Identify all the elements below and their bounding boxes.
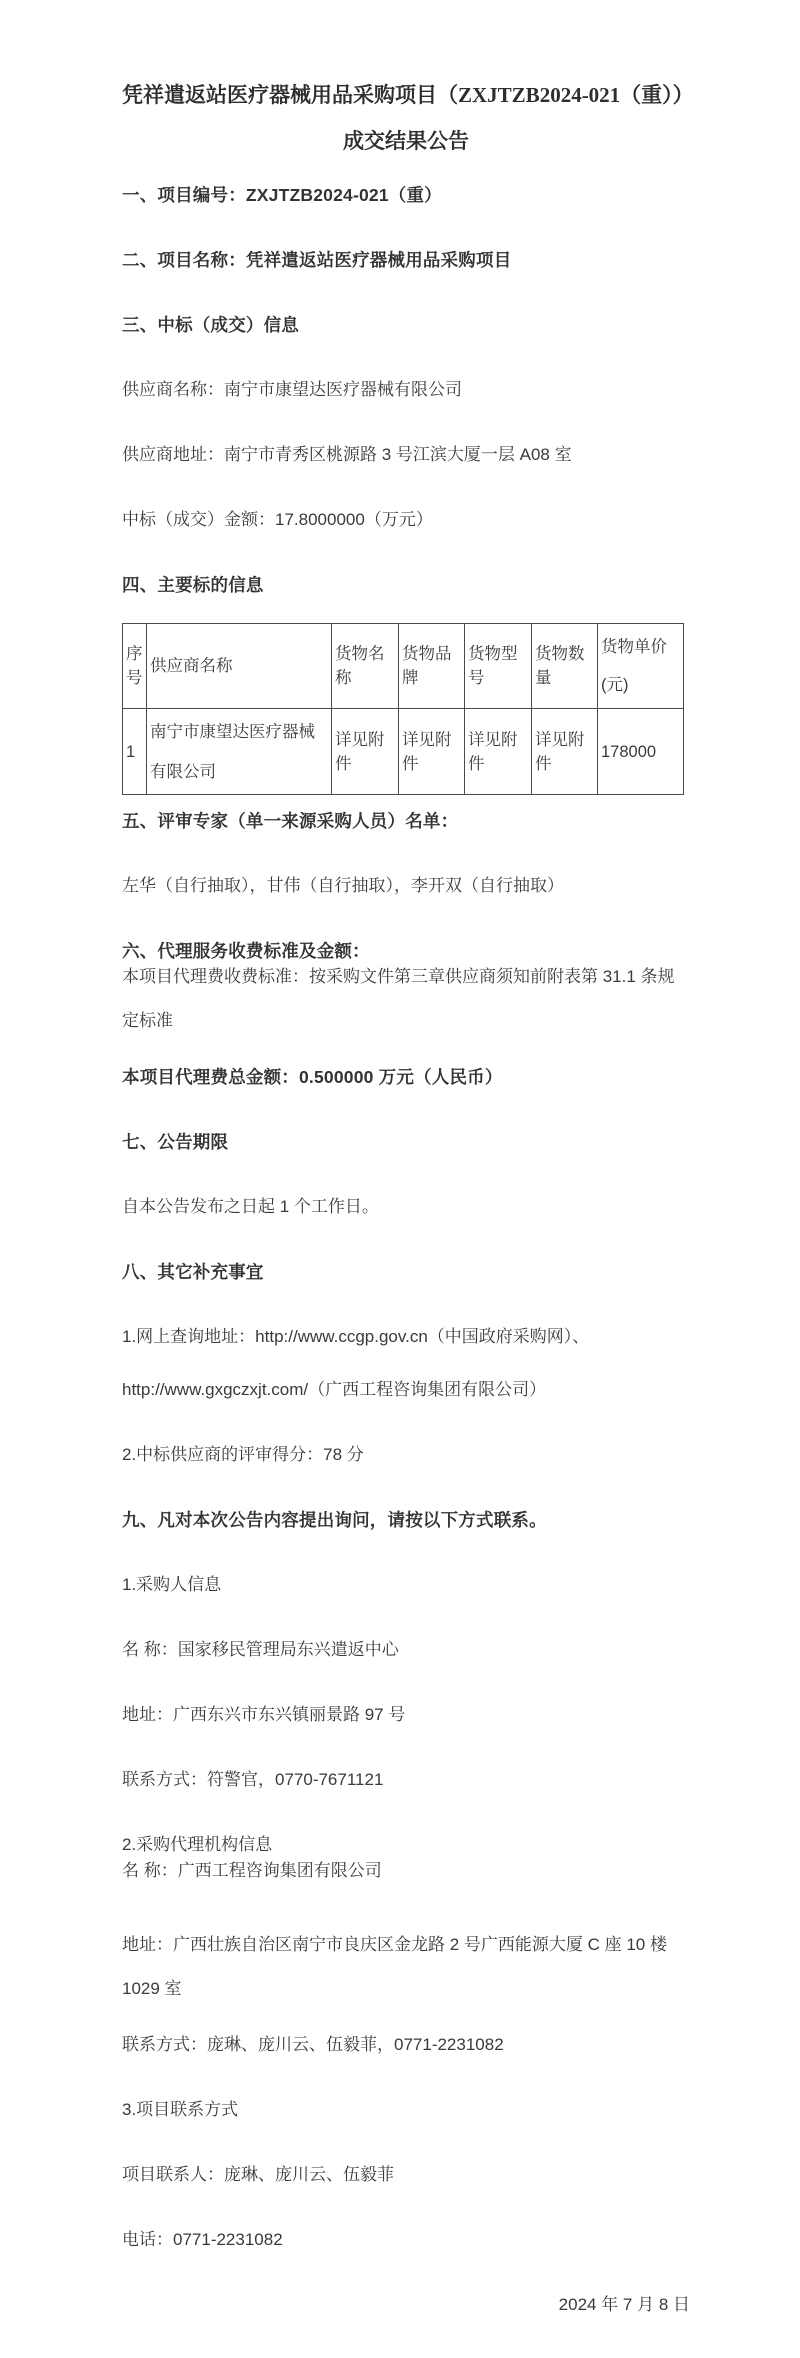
table-header-row: [123, 624, 684, 709]
agency-fee-standard-line: 本项目代理费收费标准：按采购文件第三章供应商须知前附表第 31.1 条规定标准: [122, 967, 675, 1030]
table-header-goods-name: 货物名称: [332, 624, 399, 709]
table-cell-goods-brand: 详见附件: [399, 709, 465, 795]
project-contact-person-line: 项目联系人：庞琳、庞川云、伍毅菲: [122, 2165, 394, 2184]
section-heading-supplement: 八、其它补充事宜: [122, 1262, 264, 1282]
table-cell-goods-qty: 详见附件: [532, 709, 598, 795]
purchaser-name-line: 名 称：国家移民管理局东兴遣返中心: [122, 1640, 399, 1659]
experts-names-line: 左华（自行抽取），甘伟（自行抽取），李开双（自行抽取）: [122, 876, 564, 895]
table-header-goods-brand: 货物品牌: [399, 624, 465, 709]
table-header-goods-model: 货物型号: [465, 624, 532, 709]
notice-period-content-line: 自本公告发布之日起 1 个工作日。: [122, 1197, 379, 1216]
review-score-line: 2.中标供应商的评审得分：78 分: [122, 1445, 364, 1464]
section-heading-project-name: 二、项目名称：凭祥遣返站医疗器械用品采购项目: [122, 250, 512, 270]
section-heading-notice-period: 七、公告期限: [122, 1132, 229, 1152]
table-row: [123, 709, 684, 795]
section-heading-experts: 五、评审专家（单一来源采购人员）名单：: [122, 811, 459, 831]
section-heading-main-subject: 四、主要标的信息: [122, 575, 264, 595]
supplier-address-line: 供应商地址：南宁市青秀区桃源路 3 号江滨大厦一层 A08 室: [122, 445, 572, 464]
doc-title-line1: 凭祥遣返站医疗器械用品采购项目（ZXJTZB2024-021（重））: [122, 83, 694, 107]
agency-fee-total-line: 本项目代理费总金额：0.500000 万元（人民币）: [122, 1067, 503, 1087]
query-url-line-2: http://www.gxgczxjt.com/（广西工程咨询集团有限公司）: [122, 1380, 547, 1399]
purchaser-contact-line: 联系方式：符警官，0770-7671121: [122, 1770, 384, 1789]
announcement-date: 2024 年 7 月 8 日: [558, 2295, 690, 2314]
purchaser-address-line: 地址：广西东兴市东兴镇丽景路 97 号: [122, 1705, 406, 1724]
project-contact-label: 3.项目联系方式: [122, 2100, 239, 2119]
section-heading-contact: 九、凡对本次公告内容提出询问，请按以下方式联系。: [122, 1510, 547, 1530]
section-heading-project-number: 一、项目编号：ZXJTZB2024-021（重）: [122, 185, 442, 205]
purchaser-info-label: 1.采购人信息: [122, 1575, 222, 1594]
agency-address-line: 地址：广西壮族自治区南宁市良庆区金龙路 2 号广西能源大厦 C 座 10 楼 1029 室: [122, 1935, 667, 1998]
agency-contact-line: 联系方式：庞琳、庞川云、伍毅菲，0771-2231082: [122, 2035, 504, 2054]
main-subject-table: [122, 623, 684, 795]
table-header-supplier: 供应商名称: [147, 624, 332, 709]
table-header-goods-qty: 货物数量: [532, 624, 598, 709]
table-cell-goods-model: 详见附件: [465, 709, 532, 795]
table-cell-seq: 1: [123, 709, 147, 795]
project-phone-line: 电话：0771-2231082: [122, 2230, 283, 2249]
agency-info-label: 2.采购代理机构信息: [122, 1835, 273, 1854]
supplier-name-line: 供应商名称：南宁市康望达医疗器械有限公司: [122, 380, 462, 399]
award-amount-line: 中标（成交）金额：17.8000000（万元）: [122, 510, 433, 529]
section-heading-agency-fee: 六、代理服务收费标准及金额：: [122, 941, 370, 961]
table-cell-goods-name: 详见附件: [332, 709, 399, 795]
doc-title-line2: 成交结果公告: [343, 129, 469, 153]
table-header-unit-price: 货物单价 (元): [598, 624, 684, 709]
agency-name-line: 名 称：广西工程咨询集团有限公司: [122, 1861, 382, 1880]
section-heading-award-info: 三、中标（成交）信息: [122, 315, 299, 335]
table-header-seq: 序号: [123, 624, 147, 709]
table-cell-unit-price: 178000: [598, 709, 684, 795]
query-url-line-1: 1.网上查询地址：http://www.ccgp.gov.cn（中国政府采购网）、: [122, 1327, 590, 1346]
table-cell-supplier: 南宁市康望达医疗器械有限公司: [147, 709, 332, 795]
